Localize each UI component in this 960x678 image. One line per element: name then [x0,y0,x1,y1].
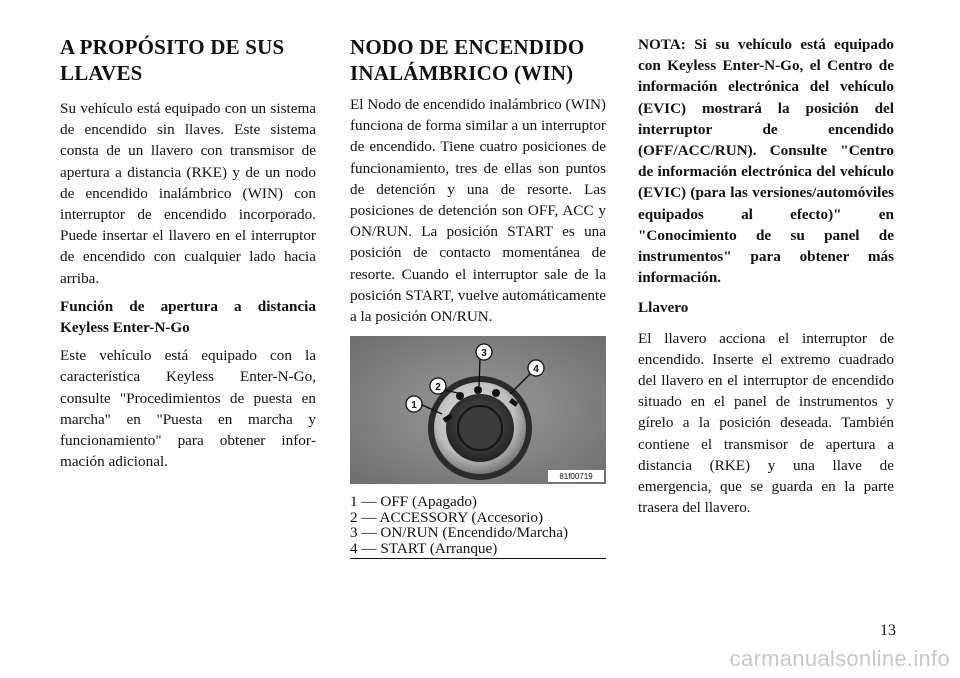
callout-3-label: 3 [481,348,487,360]
key-fob-subheading: Llavero [638,299,689,317]
watermark-text: carmanualsonline.info [729,646,950,671]
keyless-subheading: Función de apertura a distancia Keyless Enter-N-Go [60,297,316,337]
left-column [60,34,316,472]
figure-caption [350,494,606,556]
right-column [638,34,894,518]
caption-divider [350,558,606,559]
figure-code: 81f00719 [559,472,593,482]
caption-line-2: 2 — ACCESSORY (Accesorio) [350,508,544,526]
win-paragraph: El Nodo de encendido inalámbrico (WIN) funciona de forma similar a un interruptor de encendido. Tiene cuatro posiciones de funcionamiento, tres de ellas son puntos de detención y una de resorte. Las posiciones de detención son OFF, ACC y ON/RUN. La posición START es una posición de contacto momentánea de resorte. Cuando el interruptor sale de la posición START, vuelve automáticamente a la posición ON/RUN. [350,96,606,326]
section-heading-keys: A PROPÓSITO DE SUS LLAVES [60,35,285,85]
ignition-switch-illustration [350,336,606,484]
callout-1-label: 1 [411,400,417,412]
keyless-paragraph: Este vehículo está equipado con la característica Keyless Enter-N-Go, consulte "Procedimientos de puesta en marcha" en "Puesta en marcha y funcionamiento" para obtener información adicional. [60,347,316,471]
key-fob-paragraph: El llavero acciona el interruptor de encendido. Inserte el extremo cuadrado del llavero en el interruptor de encendido situado en el panel de instrumentos y gírelo a la posición deseada. También contiene el transmisor de apertura a distancia (RKE) y una llave de emergencia, que se guarda en la parte trasera del llavero. [638,329,894,517]
note-paragraph: NOTA: Si su vehículo está equipado con Keyless Enter-N-Go, el Centro de información electrónica del vehículo (EVIC) mostrará la posición del interruptor de encendido (OFF/ACC/RUN). Consulte "Centro de información electrónica del vehículo (EVIC) (para las versiones/automóviles equipados al efecto)" en "Conocimiento de su panel de instrumentos" para obtener más información. [638,36,894,287]
page-number: 13 [880,622,896,639]
caption-line-4: 4 — START (Arranque) [350,539,498,557]
caption-line-3: 3 — ON/RUN (Encendido/Marcha) [350,524,569,542]
callout-4-label: 4 [533,364,539,376]
caption-line-1: 1 — OFF (Apagado) [350,493,477,511]
middle-column [350,34,606,559]
ignition-switch-figure [350,336,606,484]
keys-paragraph: Su vehículo está equipado con un sistema de encendido sin llaves. Este sistema consta de un llavero con transmisor de apertura a distancia (RKE) y de un nodo de encendido inalámbrico (WIN) con interruptor de encendido incorporado. Puede insertar el llavero en el interruptor de encendido con cualquier lado hacia arriba. [60,100,316,287]
section-heading-win: NODO DE ENCENDIDO INALÁMBRICO (WIN) [350,35,585,85]
callout-2-label: 2 [435,382,441,394]
